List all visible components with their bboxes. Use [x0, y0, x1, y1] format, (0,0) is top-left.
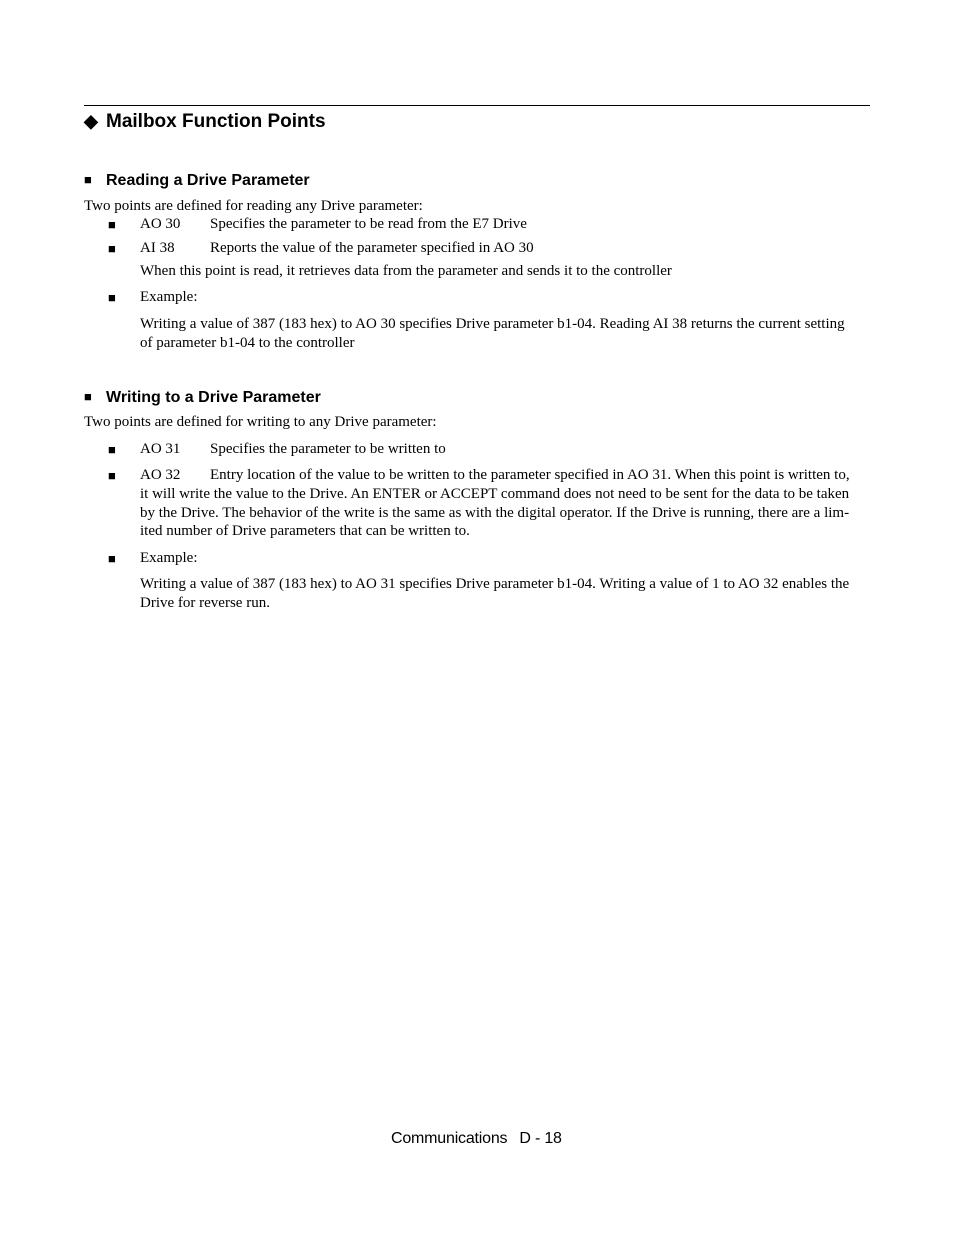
point-desc: Specifies the parameter to be read from the E7 Drive: [210, 216, 527, 232]
reading-heading: [84, 170, 310, 191]
point-code: AO 32: [140, 467, 181, 483]
footer-section: Communications: [391, 1130, 508, 1147]
point-desc: Specifies the parameter to be written to: [210, 441, 446, 457]
example-line: Writing a value of 387 (183 hex) to AO 30 specifies Drive parameter b1-04. Reading AI 38 returns the current setting: [140, 316, 845, 332]
header-rule: [84, 105, 870, 106]
point-code: AO 30: [140, 216, 181, 232]
point-code: AO 31: [140, 441, 181, 457]
square-bullet-icon: ■: [108, 217, 116, 232]
section-title-text: Mailbox Function Points: [106, 111, 326, 132]
ao32-line: by the Drive. The behavior of the write is the same as with the digital operator. If the Drive is running, there are a lim-: [140, 505, 850, 521]
example-label: Example:: [140, 289, 198, 305]
ai38-note: When this point is read, it retrieves data from the parameter and sends it to the controller: [140, 263, 672, 279]
writing-intro: Two points are defined for writing to any Drive parameter:: [84, 414, 437, 430]
list-item: [140, 466, 850, 485]
list-item: [140, 440, 446, 459]
point-code: AI 38: [140, 240, 175, 256]
writing-heading: [84, 387, 321, 408]
diamond-bullet-icon: ◆: [84, 111, 98, 131]
writing-heading-text: Writing to a Drive Parameter: [106, 389, 321, 406]
square-bullet-icon: ■: [84, 172, 92, 187]
list-item: [140, 215, 527, 234]
page-footer: [391, 1129, 562, 1149]
square-bullet-icon: ■: [108, 241, 116, 256]
list-item: [140, 239, 534, 258]
ao32-line: ited number of Drive parameters that can be written to.: [140, 523, 470, 539]
square-bullet-icon: ■: [108, 468, 116, 483]
example-line: of parameter b1-04 to the controller: [140, 335, 355, 351]
reading-heading-text: Reading a Drive Parameter: [106, 172, 310, 189]
square-bullet-icon: ■: [84, 389, 92, 404]
square-bullet-icon: ■: [108, 551, 116, 566]
example-line: Writing a value of 387 (183 hex) to AO 31 specifies Drive parameter b1-04. Writing a value of 1 to AO 32 enables the: [140, 576, 850, 592]
point-desc: Entry location of the value to be written to the parameter specified in AO 31. When this point is written to,: [210, 467, 850, 483]
square-bullet-icon: ■: [108, 290, 116, 305]
ao32-line: it will write the value to the Drive. An ENTER or ACCEPT command does not need to be sent for the data to be taken: [140, 486, 850, 502]
section-title: [84, 109, 326, 134]
example-label: Example:: [140, 550, 198, 566]
page-number: D - 18: [519, 1130, 562, 1147]
square-bullet-icon: ■: [108, 442, 116, 457]
example-line: Drive for reverse run.: [140, 595, 270, 611]
point-desc: Reports the value of the parameter specified in AO 30: [210, 240, 534, 256]
reading-intro: Two points are defined for reading any Drive parameter:: [84, 198, 423, 214]
